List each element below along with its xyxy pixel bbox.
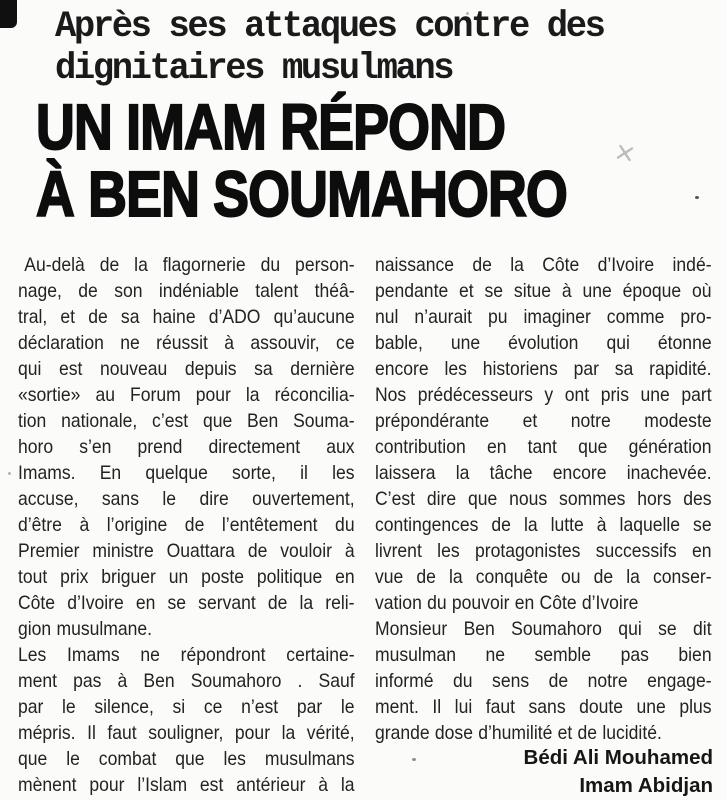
body-line: vue de la conquête ou de la conser-	[375, 566, 712, 588]
scan-speck	[695, 196, 699, 199]
byline	[375, 744, 713, 800]
body-line: «sortie» au Forum pour la réconcilia-	[18, 384, 355, 406]
body-line: qui est nouveau depuis sa dernière	[18, 358, 355, 380]
byline-name: Bédi Ali Mouhamed	[523, 746, 713, 769]
body-line: nage, de son indéniable talent théâ-	[18, 280, 355, 302]
body-line: Nos prédécesseurs y ont pris une part	[375, 384, 712, 406]
headline	[36, 91, 567, 230]
body-line: bable, une évolution qui étonne	[375, 332, 712, 354]
body-line: mépris. Il faut souligner, pour la vérité,	[18, 722, 355, 744]
body-line: encore les historiens par sa rapidité.	[375, 358, 712, 380]
body-line: tral, et de sa haine d’ADO qu’aucune	[18, 306, 355, 328]
body-line: d’être à l’origine de l’entêtement du	[18, 514, 355, 536]
body-line: mènent pour l’Islam est antérieur à la	[18, 774, 355, 796]
scan-speck	[8, 472, 11, 475]
kicker-line-2: dignitaires musulmans	[55, 48, 453, 90]
kicker-line-1: Après ses attaques contre des	[55, 6, 604, 48]
headline-line-1: UN IMAM RÉPOND	[36, 91, 506, 163]
body-line: par le silence, si ce n’est par le	[18, 696, 355, 718]
body-line: musulman ne semble pas bien	[375, 644, 712, 666]
body-line: livrent les protagonistes successifs en	[375, 540, 712, 562]
body-line: informé du sens de notre engage-	[375, 670, 712, 692]
body-line: tout prix briguer un poste politique en	[18, 566, 355, 588]
body-line: Premier ministre Ouattara de vouloir à	[18, 540, 355, 562]
body-line: déclaration ne réussit à assouvir, ce	[18, 332, 355, 354]
body-line: tion nationale, c’est que Ben Souma-	[18, 410, 355, 432]
body-line: C’est dire que nous sommes hors des	[375, 488, 712, 510]
body-line: Au-delà de la flagornerie du person-	[24, 254, 355, 276]
body-line: ment. Il lui faut sans doute une plus	[375, 696, 712, 718]
scan-edge-artifact	[0, 0, 17, 28]
body-line: pendante et se situe à une époque où	[375, 280, 712, 302]
body-line: nul n’aurait pu imaginer comme pro-	[375, 306, 712, 328]
body-line: Imams. En quelque sorte, il les	[18, 462, 355, 484]
body-line: vation du pouvoir en Côte d’Ivoire	[375, 592, 639, 614]
body-line: laissera la tâche encore inachevée.	[375, 462, 712, 484]
body-line: Monsieur Ben Soumahoro qui se dit	[375, 618, 712, 640]
body-line: horo s’en prend directement aux	[18, 436, 355, 458]
right-column	[375, 252, 712, 746]
body-line: ment pas à Ben Soumahoro . Sauf	[18, 670, 355, 692]
body-line: accuse, sans le dire ouvertement,	[18, 488, 355, 510]
left-column	[18, 252, 355, 798]
body-line: contingences de la lutte à laquelle se	[375, 514, 712, 536]
body-line: gion musulmane.	[18, 618, 153, 640]
body-line: prépondérante et notre modeste	[375, 410, 712, 432]
kicker	[55, 6, 604, 90]
body-line: grande dose d’humilité et de lucidité.	[375, 722, 662, 744]
body-line: Les Imams ne répondront certaine-	[18, 644, 355, 666]
headline-line-2: À BEN SOUMAHORO	[36, 158, 567, 230]
byline-title: Imam Abidjan	[579, 774, 713, 797]
body-line: naissance de la Côte d’Ivoire indé-	[375, 254, 712, 276]
body-line: que le combat que les musulmans	[18, 748, 355, 770]
body-line: contribution en tant que génération	[375, 436, 712, 458]
scan-cross-artifact	[617, 145, 634, 162]
body-line: Côte d’Ivoire en se servant de la reli-	[18, 592, 355, 614]
